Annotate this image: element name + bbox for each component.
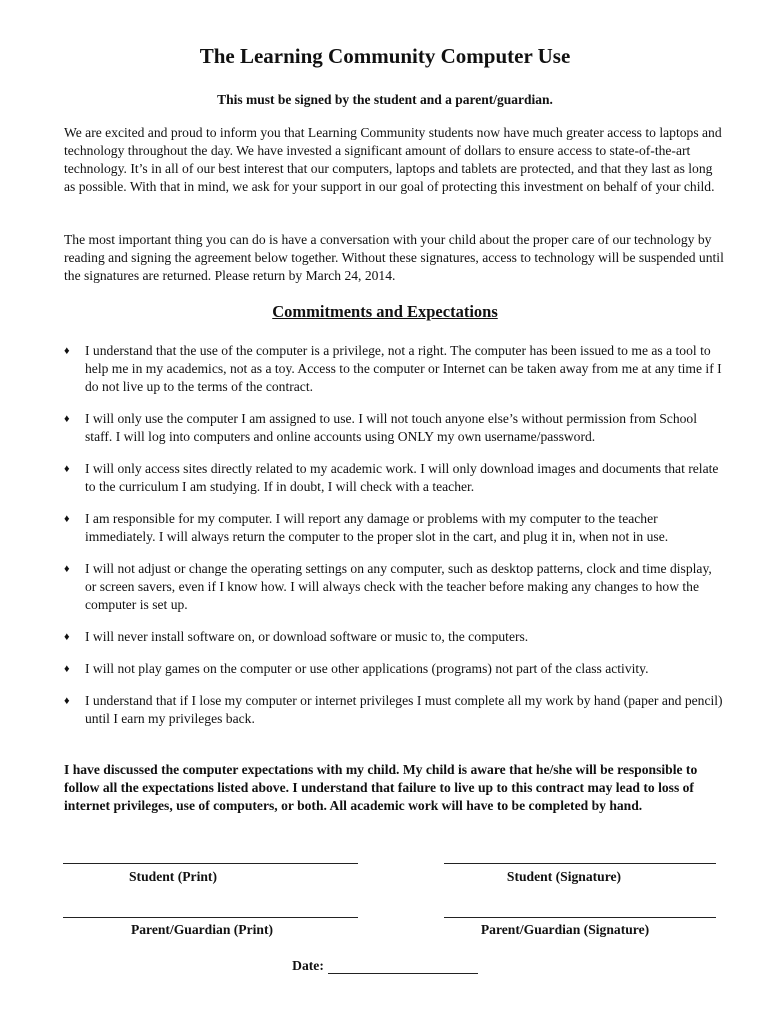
document-title: The Learning Community Computer Use xyxy=(199,44,571,68)
parent-print-line[interactable] xyxy=(63,917,358,918)
date-field-line[interactable] xyxy=(328,959,478,974)
commitment-text: I will never install software on, or download software or music to, the computers. xyxy=(85,629,529,644)
diamond-bullet-icon: ♦ xyxy=(64,513,70,525)
commitment-text: I will only access sites directly related to my academic work. I will only download images and documents that relate to the curriculum I am studying. If in doubt, I will check with a teacher. xyxy=(85,461,719,494)
list-item xyxy=(64,560,726,614)
student-print-line[interactable] xyxy=(63,863,358,864)
diamond-bullet-icon: ♦ xyxy=(64,345,70,357)
commitment-text: I understand that the use of the computer is a privilege, not a right. The computer has been issued to me as a tool to help me in my academics, not as a toy. Access to the computer or Internet can be taken away from me at any time if I do not live up to the terms of the contract. xyxy=(85,343,722,394)
diamond-bullet-icon: ♦ xyxy=(64,631,70,643)
list-item xyxy=(64,460,726,496)
intro-paragraph: We are excited and proud to inform you that Learning Community students now have much greater access to laptops and technology throughout the day. We have invested a significant amount of dollars to ensure access to state-of-the-art technology. It’s in all of our best interest that our computers, laptops and tablets are protected, and that they last as long as possible. With that in mind, we ask for your support in our goal of protecting this investment on behalf of your child. xyxy=(64,125,722,194)
list-item xyxy=(64,410,726,446)
diamond-bullet-icon: ♦ xyxy=(64,663,70,675)
diamond-bullet-icon: ♦ xyxy=(64,695,70,707)
document-subtitle: This must be signed by the student and a parent/guardian. xyxy=(217,92,553,107)
closing-statement: I have discussed the computer expectations with my child. My child is aware that he/she will be responsible to follow all the expectations listed above. I understand that failure to live up to this contract may lead to loss of internet privileges, use of computers, or both. All academic work will have to be completed by hand. xyxy=(64,762,698,813)
list-item xyxy=(64,628,726,646)
parent-print-label: Parent/Guardian (Print) xyxy=(130,922,274,937)
list-item xyxy=(64,510,726,546)
commitment-text: I will only use the computer I am assigned to use. I will not touch anyone else’s without permission from School staff. I will log into computers and online accounts using ONLY my own username/password. xyxy=(85,411,697,444)
date-label: Date: xyxy=(292,958,324,973)
date-row xyxy=(0,958,770,974)
commitment-text: I will not play games on the computer or use other applications (programs) not part of the class activity. xyxy=(85,661,649,676)
list-item xyxy=(64,692,726,728)
commitments-list xyxy=(64,342,726,728)
commitment-text: I will not adjust or change the operating settings on any computer, such as desktop patterns, clock and time display, or screen savers, even if I know how. I will always check with the teacher before making any changes to how the computer is set up. xyxy=(85,561,712,612)
student-signature-line[interactable] xyxy=(444,863,716,864)
diamond-bullet-icon: ♦ xyxy=(64,563,70,575)
parent-signature-line[interactable] xyxy=(444,917,716,918)
instructions-paragraph: The most important thing you can do is have a conversation with your child about the proper care of our technology by reading and signing the agreement below together. Without these signatures, access to technology will be suspended until the signatures are returned. Please return by March 24, 2014. xyxy=(64,232,724,283)
student-signature-label: Student (Signature) xyxy=(506,869,622,884)
commitment-text: I am responsible for my computer. I will report any damage or problems with my computer to the teacher immediately. I will always return the computer to the proper slot in the cart, and plug it in, when not in use. xyxy=(85,511,669,544)
diamond-bullet-icon: ♦ xyxy=(64,413,70,425)
list-item xyxy=(64,342,726,396)
diamond-bullet-icon: ♦ xyxy=(64,463,70,475)
list-item xyxy=(64,660,726,678)
student-print-label: Student (Print) xyxy=(129,869,217,884)
commitment-text: I understand that if I lose my computer or internet privileges I must complete all my work by hand (paper and pencil) until I earn my privileges back. xyxy=(85,693,723,726)
parent-signature-label: Parent/Guardian (Signature) xyxy=(480,922,650,937)
section-heading: Commitments and Expectations xyxy=(272,302,498,321)
